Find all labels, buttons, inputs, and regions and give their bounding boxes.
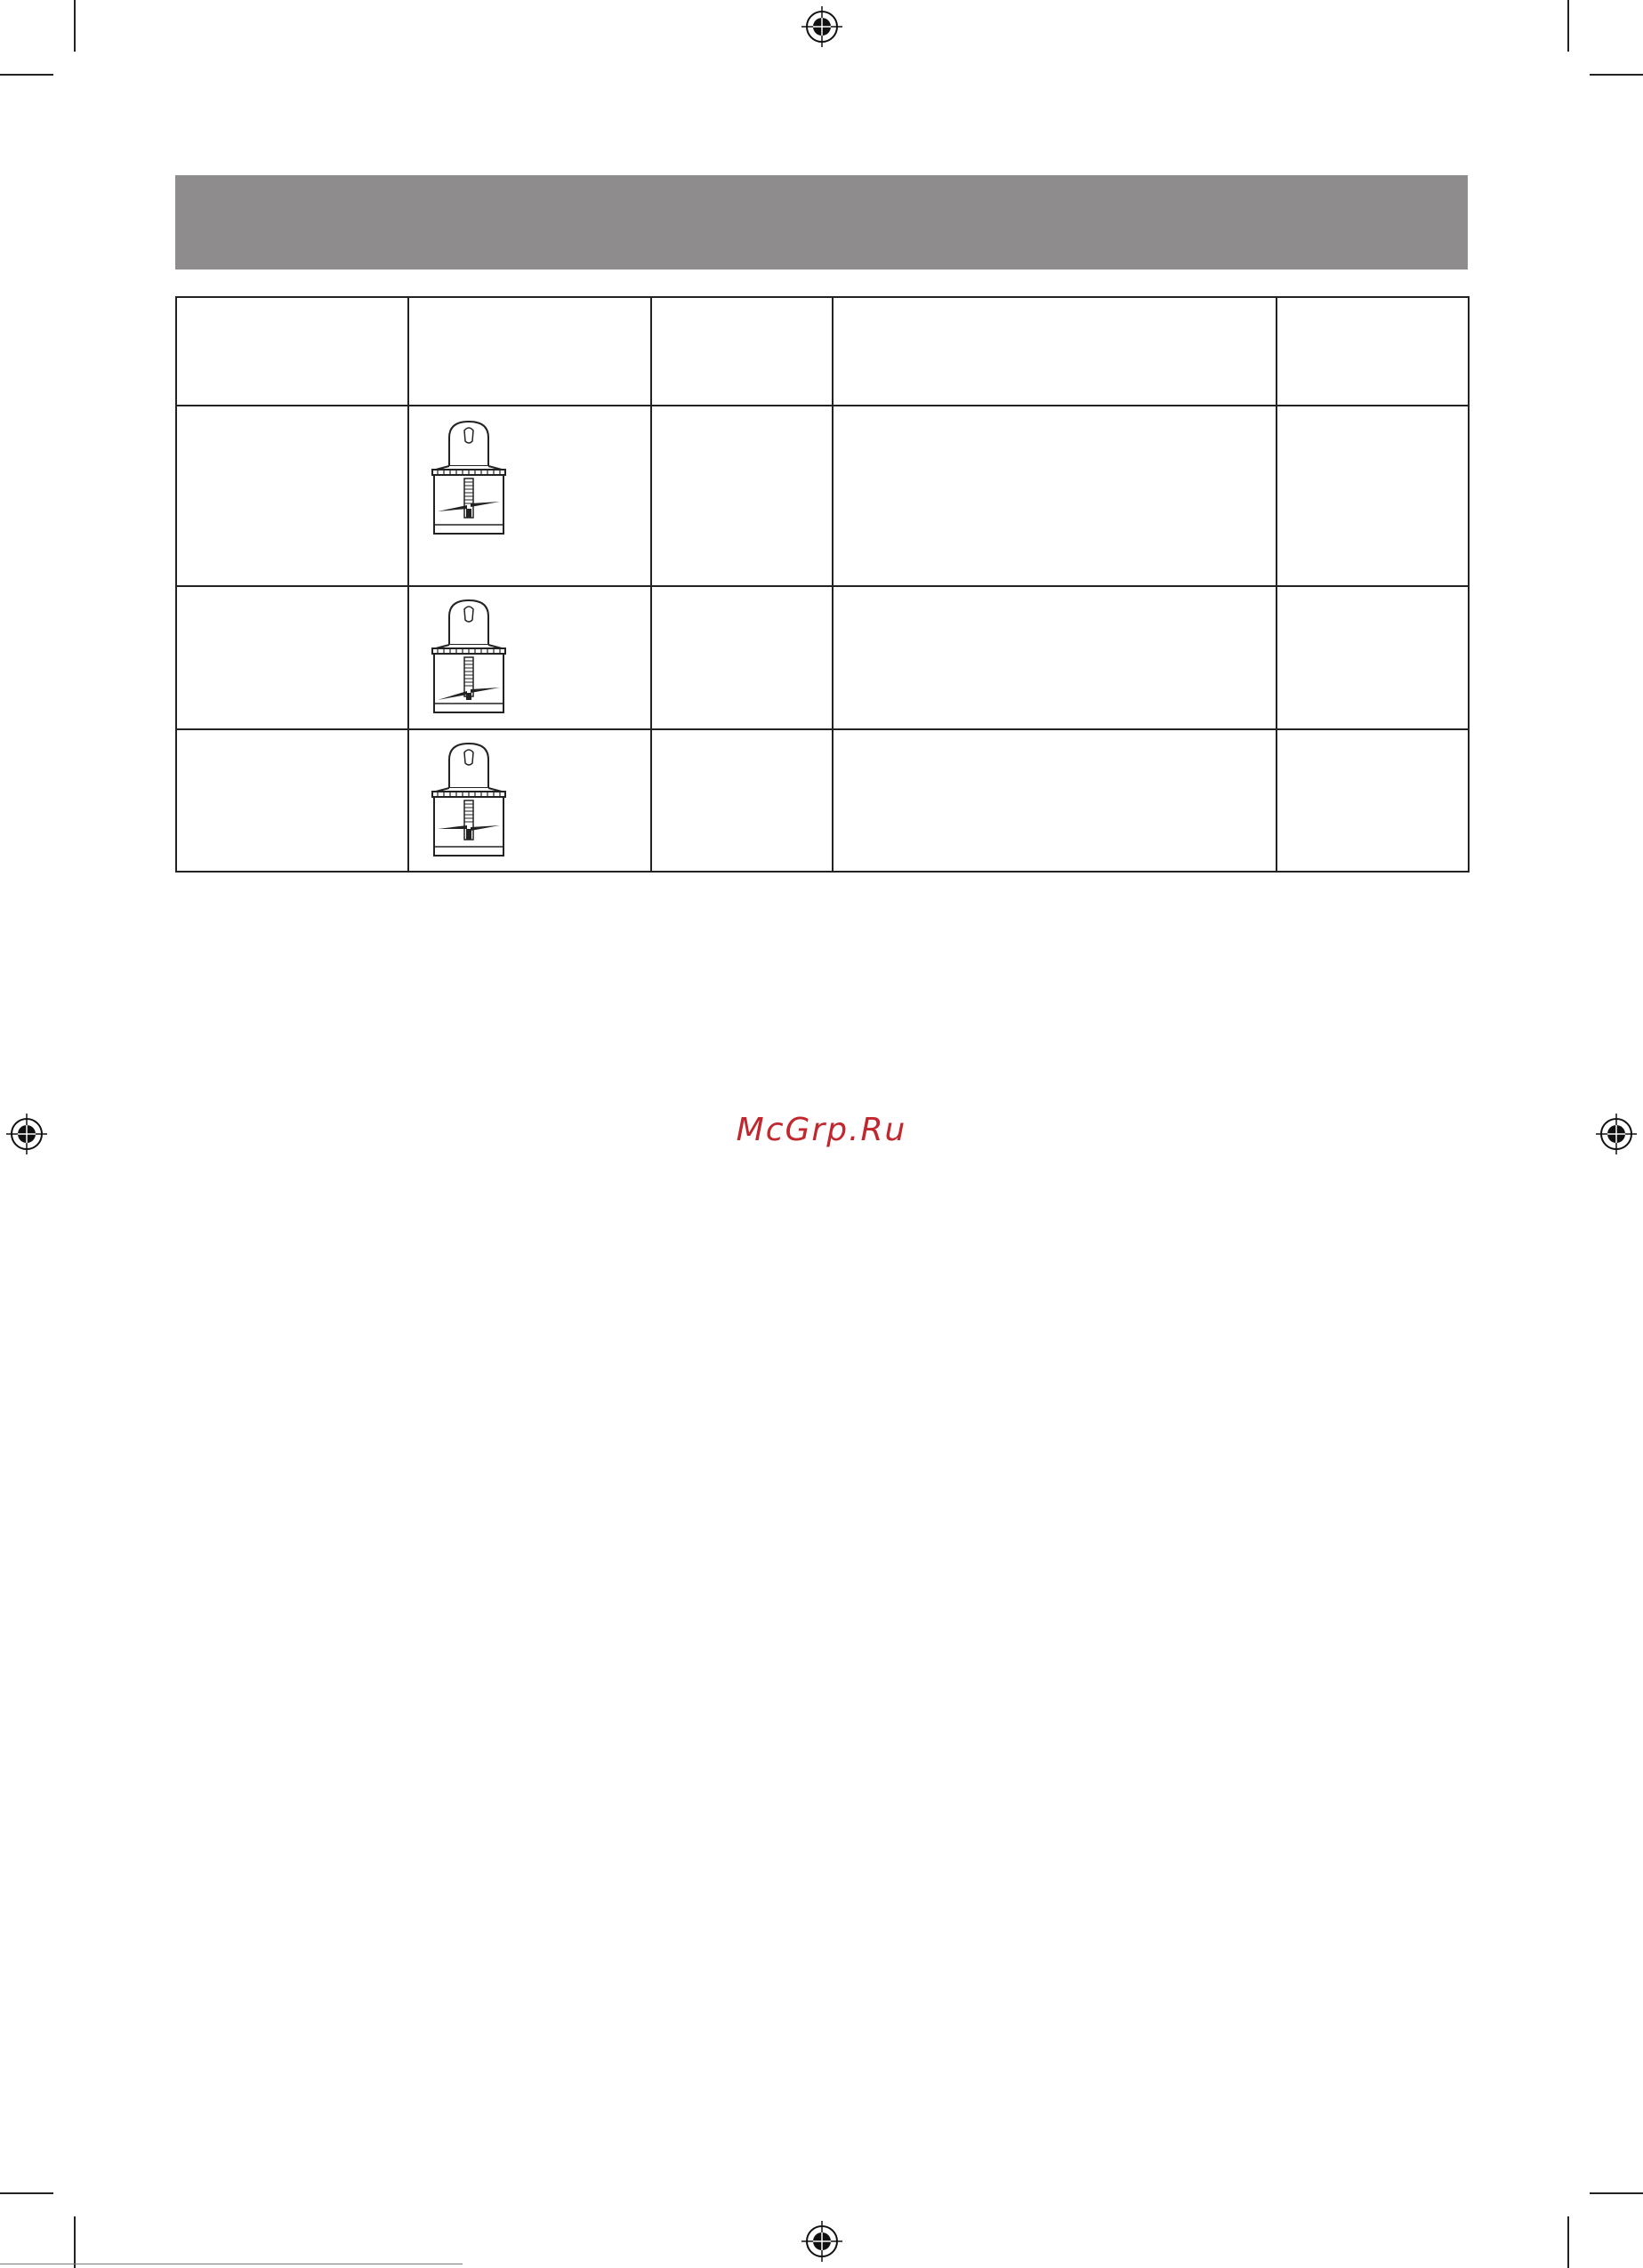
food-chopper-icon <box>429 599 509 716</box>
watermark-text: McGrp.Ru <box>736 1112 907 1148</box>
table-cell <box>1277 729 1469 872</box>
header-cell <box>176 297 408 406</box>
table-cell <box>833 406 1277 586</box>
table-cell-image <box>408 406 651 586</box>
crop-mark <box>74 0 76 52</box>
table-cell <box>1277 406 1469 586</box>
table-cell <box>651 729 833 872</box>
header-cell <box>651 297 833 406</box>
table-row <box>176 729 1469 872</box>
registration-mark-icon <box>801 6 842 47</box>
header-cell <box>408 297 651 406</box>
table-row <box>176 586 1469 729</box>
table-cell <box>1277 586 1469 729</box>
crop-mark <box>1567 2216 1569 2268</box>
table-cell <box>176 729 408 872</box>
table-cell <box>833 586 1277 729</box>
crop-mark <box>0 74 53 76</box>
section-header-band <box>175 175 1468 269</box>
table-cell-image <box>408 729 651 872</box>
table-cell <box>833 729 1277 872</box>
table-cell-image <box>408 586 651 729</box>
crop-mark <box>1590 2192 1643 2194</box>
processing-table <box>175 296 1470 873</box>
header-cell <box>1277 297 1469 406</box>
table-cell <box>176 406 408 586</box>
crop-mark <box>0 2192 53 2194</box>
crop-mark <box>1590 74 1643 76</box>
table-row <box>176 406 1469 586</box>
crop-mark <box>74 2216 76 2268</box>
registration-mark-icon <box>801 2221 842 2262</box>
header-cell <box>833 297 1277 406</box>
food-chopper-icon <box>429 420 509 537</box>
crop-mark <box>1567 0 1569 52</box>
table-header-row <box>176 297 1469 406</box>
table-cell <box>651 406 833 586</box>
food-chopper-icon <box>429 742 509 859</box>
table-cell <box>651 586 833 729</box>
table-cell <box>176 586 408 729</box>
